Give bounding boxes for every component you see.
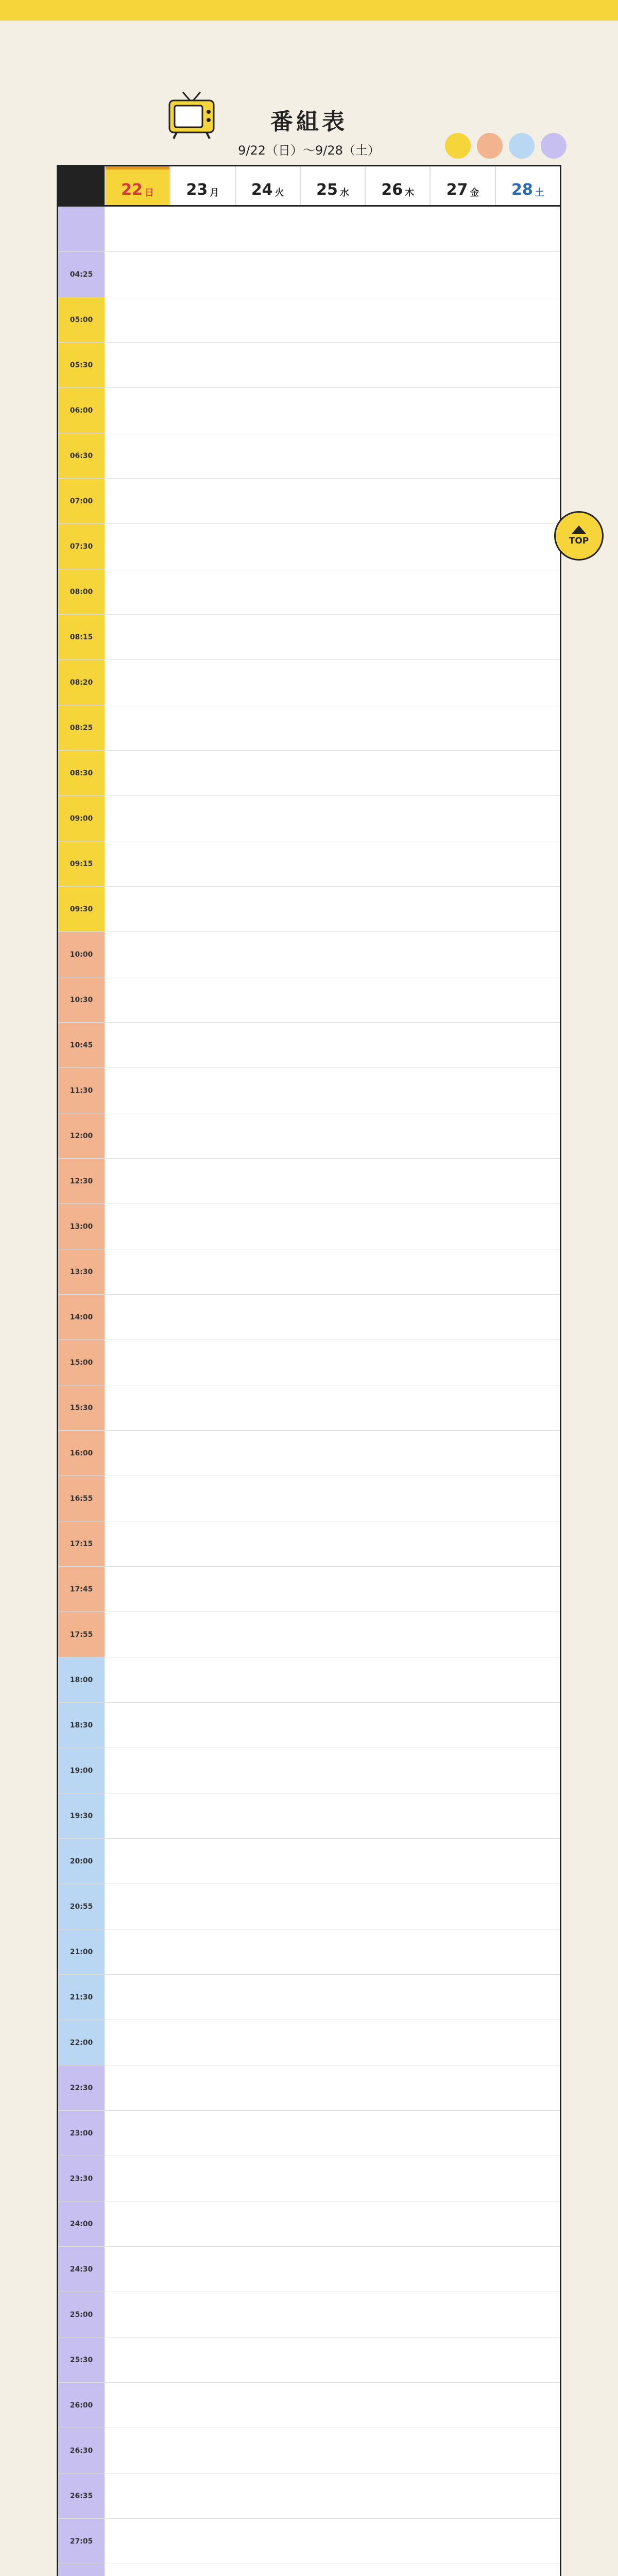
- program-row[interactable]: [58, 1476, 560, 1521]
- program-time: 23:30: [58, 2156, 105, 2201]
- program-row[interactable]: [58, 1340, 560, 1385]
- date-tab[interactable]: [495, 166, 560, 205]
- program-row[interactable]: [58, 2065, 560, 2111]
- program-row[interactable]: [58, 1385, 560, 1431]
- program-info: [105, 1249, 560, 1294]
- date-tab-weekday: 日: [145, 188, 154, 198]
- legend-dot: [509, 133, 535, 159]
- program-time: 04:25: [58, 252, 105, 297]
- program-row[interactable]: [58, 705, 560, 751]
- program-time: 24:30: [58, 2247, 105, 2292]
- program-row[interactable]: [58, 977, 560, 1023]
- program-row[interactable]: [58, 343, 560, 388]
- program-time: 26:00: [58, 2383, 105, 2428]
- date-tab-weekday: 火: [274, 188, 284, 198]
- program-info: [105, 2428, 560, 2473]
- program-info: [105, 1975, 560, 2020]
- program-row[interactable]: [58, 796, 560, 841]
- date-tab[interactable]: [235, 166, 300, 205]
- program-row[interactable]: [58, 1567, 560, 1612]
- program-time: 11:30: [58, 1068, 105, 1113]
- page-title: 番組表: [270, 109, 348, 135]
- program-row[interactable]: [58, 1839, 560, 1884]
- program-info: [105, 1431, 560, 1476]
- program-time: 18:30: [58, 1703, 105, 1748]
- date-tab-day: 24: [251, 181, 273, 199]
- program-row[interactable]: [58, 569, 560, 615]
- program-time: 10:00: [58, 932, 105, 977]
- program-row[interactable]: [58, 841, 560, 887]
- page-header: [52, 21, 566, 160]
- program-info: [105, 1793, 560, 1838]
- program-time: 08:30: [58, 751, 105, 795]
- program-row[interactable]: [58, 751, 560, 796]
- program-row[interactable]: [58, 2111, 560, 2156]
- program-info: [105, 1023, 560, 1067]
- program-info: [105, 977, 560, 1022]
- program-row[interactable]: [58, 1159, 560, 1204]
- program-row[interactable]: [58, 2428, 560, 2473]
- program-time: 17:45: [58, 1567, 105, 1612]
- program-info: [105, 1567, 560, 1612]
- program-row[interactable]: [58, 887, 560, 932]
- program-info: [105, 569, 560, 614]
- program-info: [105, 1476, 560, 1521]
- program-row[interactable]: [58, 2020, 560, 2065]
- program-row[interactable]: [58, 1521, 560, 1567]
- program-info: [105, 1657, 560, 1702]
- program-row[interactable]: [58, 1204, 560, 1249]
- date-tab-day: 26: [381, 181, 403, 199]
- program-row[interactable]: [58, 1657, 560, 1703]
- program-info: [105, 615, 560, 659]
- program-time: 21:30: [58, 1975, 105, 2020]
- date-tab-day: 22: [121, 181, 143, 199]
- program-row[interactable]: [58, 1929, 560, 1975]
- program-info: [105, 207, 560, 251]
- program-row[interactable]: [58, 2519, 560, 2564]
- program-row[interactable]: [58, 252, 560, 297]
- program-time: 08:15: [58, 615, 105, 659]
- program-info: [105, 433, 560, 478]
- program-time: 26:30: [58, 2428, 105, 2473]
- program-info: [105, 751, 560, 795]
- program-info: [105, 479, 560, 523]
- program-row[interactable]: [58, 932, 560, 977]
- program-info: [105, 841, 560, 886]
- program-row[interactable]: [58, 2473, 560, 2519]
- program-time: 16:55: [58, 1476, 105, 1521]
- program-row[interactable]: [58, 297, 560, 343]
- program-time: 24:00: [58, 2201, 105, 2246]
- date-tab-day: 23: [186, 181, 208, 199]
- program-row[interactable]: [58, 524, 560, 569]
- program-info: [105, 343, 560, 387]
- date-tab-day: 27: [446, 181, 468, 199]
- program-row[interactable]: [58, 2156, 560, 2201]
- program-time: 05:00: [58, 297, 105, 342]
- program-row[interactable]: [58, 1703, 560, 1748]
- program-row[interactable]: [58, 1113, 560, 1159]
- program-time: 23:00: [58, 2111, 105, 2156]
- program-row[interactable]: [58, 1249, 560, 1295]
- program-time: 06:00: [58, 388, 105, 433]
- program-time: 07:00: [58, 479, 105, 523]
- program-time: 22:00: [58, 2020, 105, 2065]
- date-tab[interactable]: [169, 166, 234, 205]
- date-tab[interactable]: [365, 166, 430, 205]
- program-row[interactable]: [58, 660, 560, 705]
- program-row[interactable]: [58, 1068, 560, 1113]
- program-time: [58, 207, 105, 251]
- program-time: 17:15: [58, 1521, 105, 1566]
- program-info: [105, 2337, 560, 2382]
- program-info: [105, 796, 560, 841]
- date-tab[interactable]: [300, 166, 365, 205]
- program-time: 19:30: [58, 1793, 105, 1838]
- program-list: [58, 207, 560, 2576]
- program-info: [105, 524, 560, 569]
- program-row[interactable]: [58, 2201, 560, 2247]
- program-info: [105, 1113, 560, 1158]
- program-time: 12:30: [58, 1159, 105, 1204]
- date-tabs: [58, 166, 560, 207]
- program-info: [105, 2201, 560, 2246]
- program-row[interactable]: [58, 2292, 560, 2337]
- program-info: [105, 252, 560, 297]
- program-time: 13:00: [58, 1204, 105, 1249]
- arrow-up-icon: [572, 526, 586, 534]
- legend-dot: [445, 133, 471, 159]
- program-info: [105, 2247, 560, 2292]
- program-time: [58, 2564, 105, 2576]
- back-to-top-button[interactable]: [554, 511, 604, 561]
- program-info: [105, 1204, 560, 1249]
- program-row[interactable]: [58, 1884, 560, 1929]
- program-row[interactable]: [58, 1975, 560, 2020]
- program-time: 09:15: [58, 841, 105, 886]
- date-tab-day: 28: [511, 181, 533, 199]
- date-tab-weekday: 水: [339, 188, 349, 198]
- program-row[interactable]: [58, 1023, 560, 1068]
- program-info: [105, 1159, 560, 1204]
- date-tab[interactable]: [105, 166, 169, 205]
- program-row[interactable]: [58, 1295, 560, 1340]
- program-info: [105, 1929, 560, 1974]
- program-info: [105, 660, 560, 705]
- program-time: 15:30: [58, 1385, 105, 1430]
- date-tab-weekday: 土: [535, 188, 544, 198]
- program-info: [105, 1612, 560, 1657]
- program-time: 08:20: [58, 660, 105, 705]
- program-info: [105, 932, 560, 977]
- program-time: 18:00: [58, 1657, 105, 1702]
- date-range: 9/22（日）～9/28（土）: [238, 143, 380, 158]
- program-time: 17:55: [58, 1612, 105, 1657]
- program-time: 22:30: [58, 2065, 105, 2110]
- program-info: [105, 1521, 560, 1566]
- program-time: 09:00: [58, 796, 105, 841]
- program-time: 08:25: [58, 705, 105, 750]
- schedule-table: [57, 165, 561, 2576]
- program-row[interactable]: [58, 2564, 560, 2576]
- program-info: [105, 1703, 560, 1748]
- program-info: [105, 2383, 560, 2428]
- program-info: [105, 2519, 560, 2564]
- program-time: 06:30: [58, 433, 105, 478]
- program-row[interactable]: [58, 479, 560, 524]
- time-band-legend: [445, 133, 566, 159]
- program-time: 15:00: [58, 1340, 105, 1385]
- program-info: [105, 1340, 560, 1385]
- date-tab-corner: [58, 166, 105, 205]
- program-row[interactable]: [58, 388, 560, 433]
- program-time: 16:00: [58, 1431, 105, 1476]
- program-info: [105, 297, 560, 342]
- program-time: 10:45: [58, 1023, 105, 1067]
- program-row[interactable]: [58, 615, 560, 660]
- program-info: [105, 1839, 560, 1884]
- program-time: 12:00: [58, 1113, 105, 1158]
- program-time: 09:30: [58, 887, 105, 931]
- program-info: [105, 2111, 560, 2156]
- program-info: [105, 1295, 560, 1340]
- program-time: 27:05: [58, 2519, 105, 2564]
- program-time: 21:00: [58, 1929, 105, 1974]
- program-info: [105, 1068, 560, 1113]
- top-accent-bar: [0, 0, 618, 21]
- date-tab[interactable]: [430, 166, 494, 205]
- program-time: 20:55: [58, 1884, 105, 1929]
- program-time: 19:00: [58, 1748, 105, 1793]
- date-tab-weekday: 月: [210, 188, 219, 198]
- program-time: 08:00: [58, 569, 105, 614]
- program-time: 25:00: [58, 2292, 105, 2337]
- program-info: [105, 388, 560, 433]
- program-row[interactable]: [58, 207, 560, 252]
- date-tab-day: 25: [316, 181, 338, 199]
- program-time: 20:00: [58, 1839, 105, 1884]
- program-info: [105, 1884, 560, 1929]
- legend-dot: [541, 133, 566, 159]
- program-info: [105, 2564, 560, 2576]
- back-to-top-label: TOP: [569, 536, 589, 546]
- program-time: 07:30: [58, 524, 105, 569]
- program-info: [105, 705, 560, 750]
- program-row[interactable]: [58, 1431, 560, 1476]
- program-info: [105, 2065, 560, 2110]
- date-tab-weekday: 木: [405, 188, 415, 198]
- program-row[interactable]: [58, 1612, 560, 1657]
- program-row[interactable]: [58, 2337, 560, 2383]
- program-info: [105, 2156, 560, 2201]
- program-time: 25:30: [58, 2337, 105, 2382]
- date-tab-weekday: 金: [470, 188, 479, 198]
- program-time: 14:00: [58, 1295, 105, 1340]
- program-info: [105, 887, 560, 931]
- program-row[interactable]: [58, 433, 560, 479]
- program-info: [105, 1385, 560, 1430]
- program-row[interactable]: [58, 2383, 560, 2428]
- program-row[interactable]: [58, 1748, 560, 1793]
- program-info: [105, 2020, 560, 2065]
- program-time: 13:30: [58, 1249, 105, 1294]
- program-time: 26:35: [58, 2473, 105, 2518]
- program-row[interactable]: [58, 2247, 560, 2292]
- program-time: 05:30: [58, 343, 105, 387]
- program-info: [105, 2292, 560, 2337]
- legend-dot: [477, 133, 503, 159]
- program-info: [105, 1748, 560, 1793]
- program-time: 10:30: [58, 977, 105, 1022]
- program-row[interactable]: [58, 1793, 560, 1839]
- program-info: [105, 2473, 560, 2518]
